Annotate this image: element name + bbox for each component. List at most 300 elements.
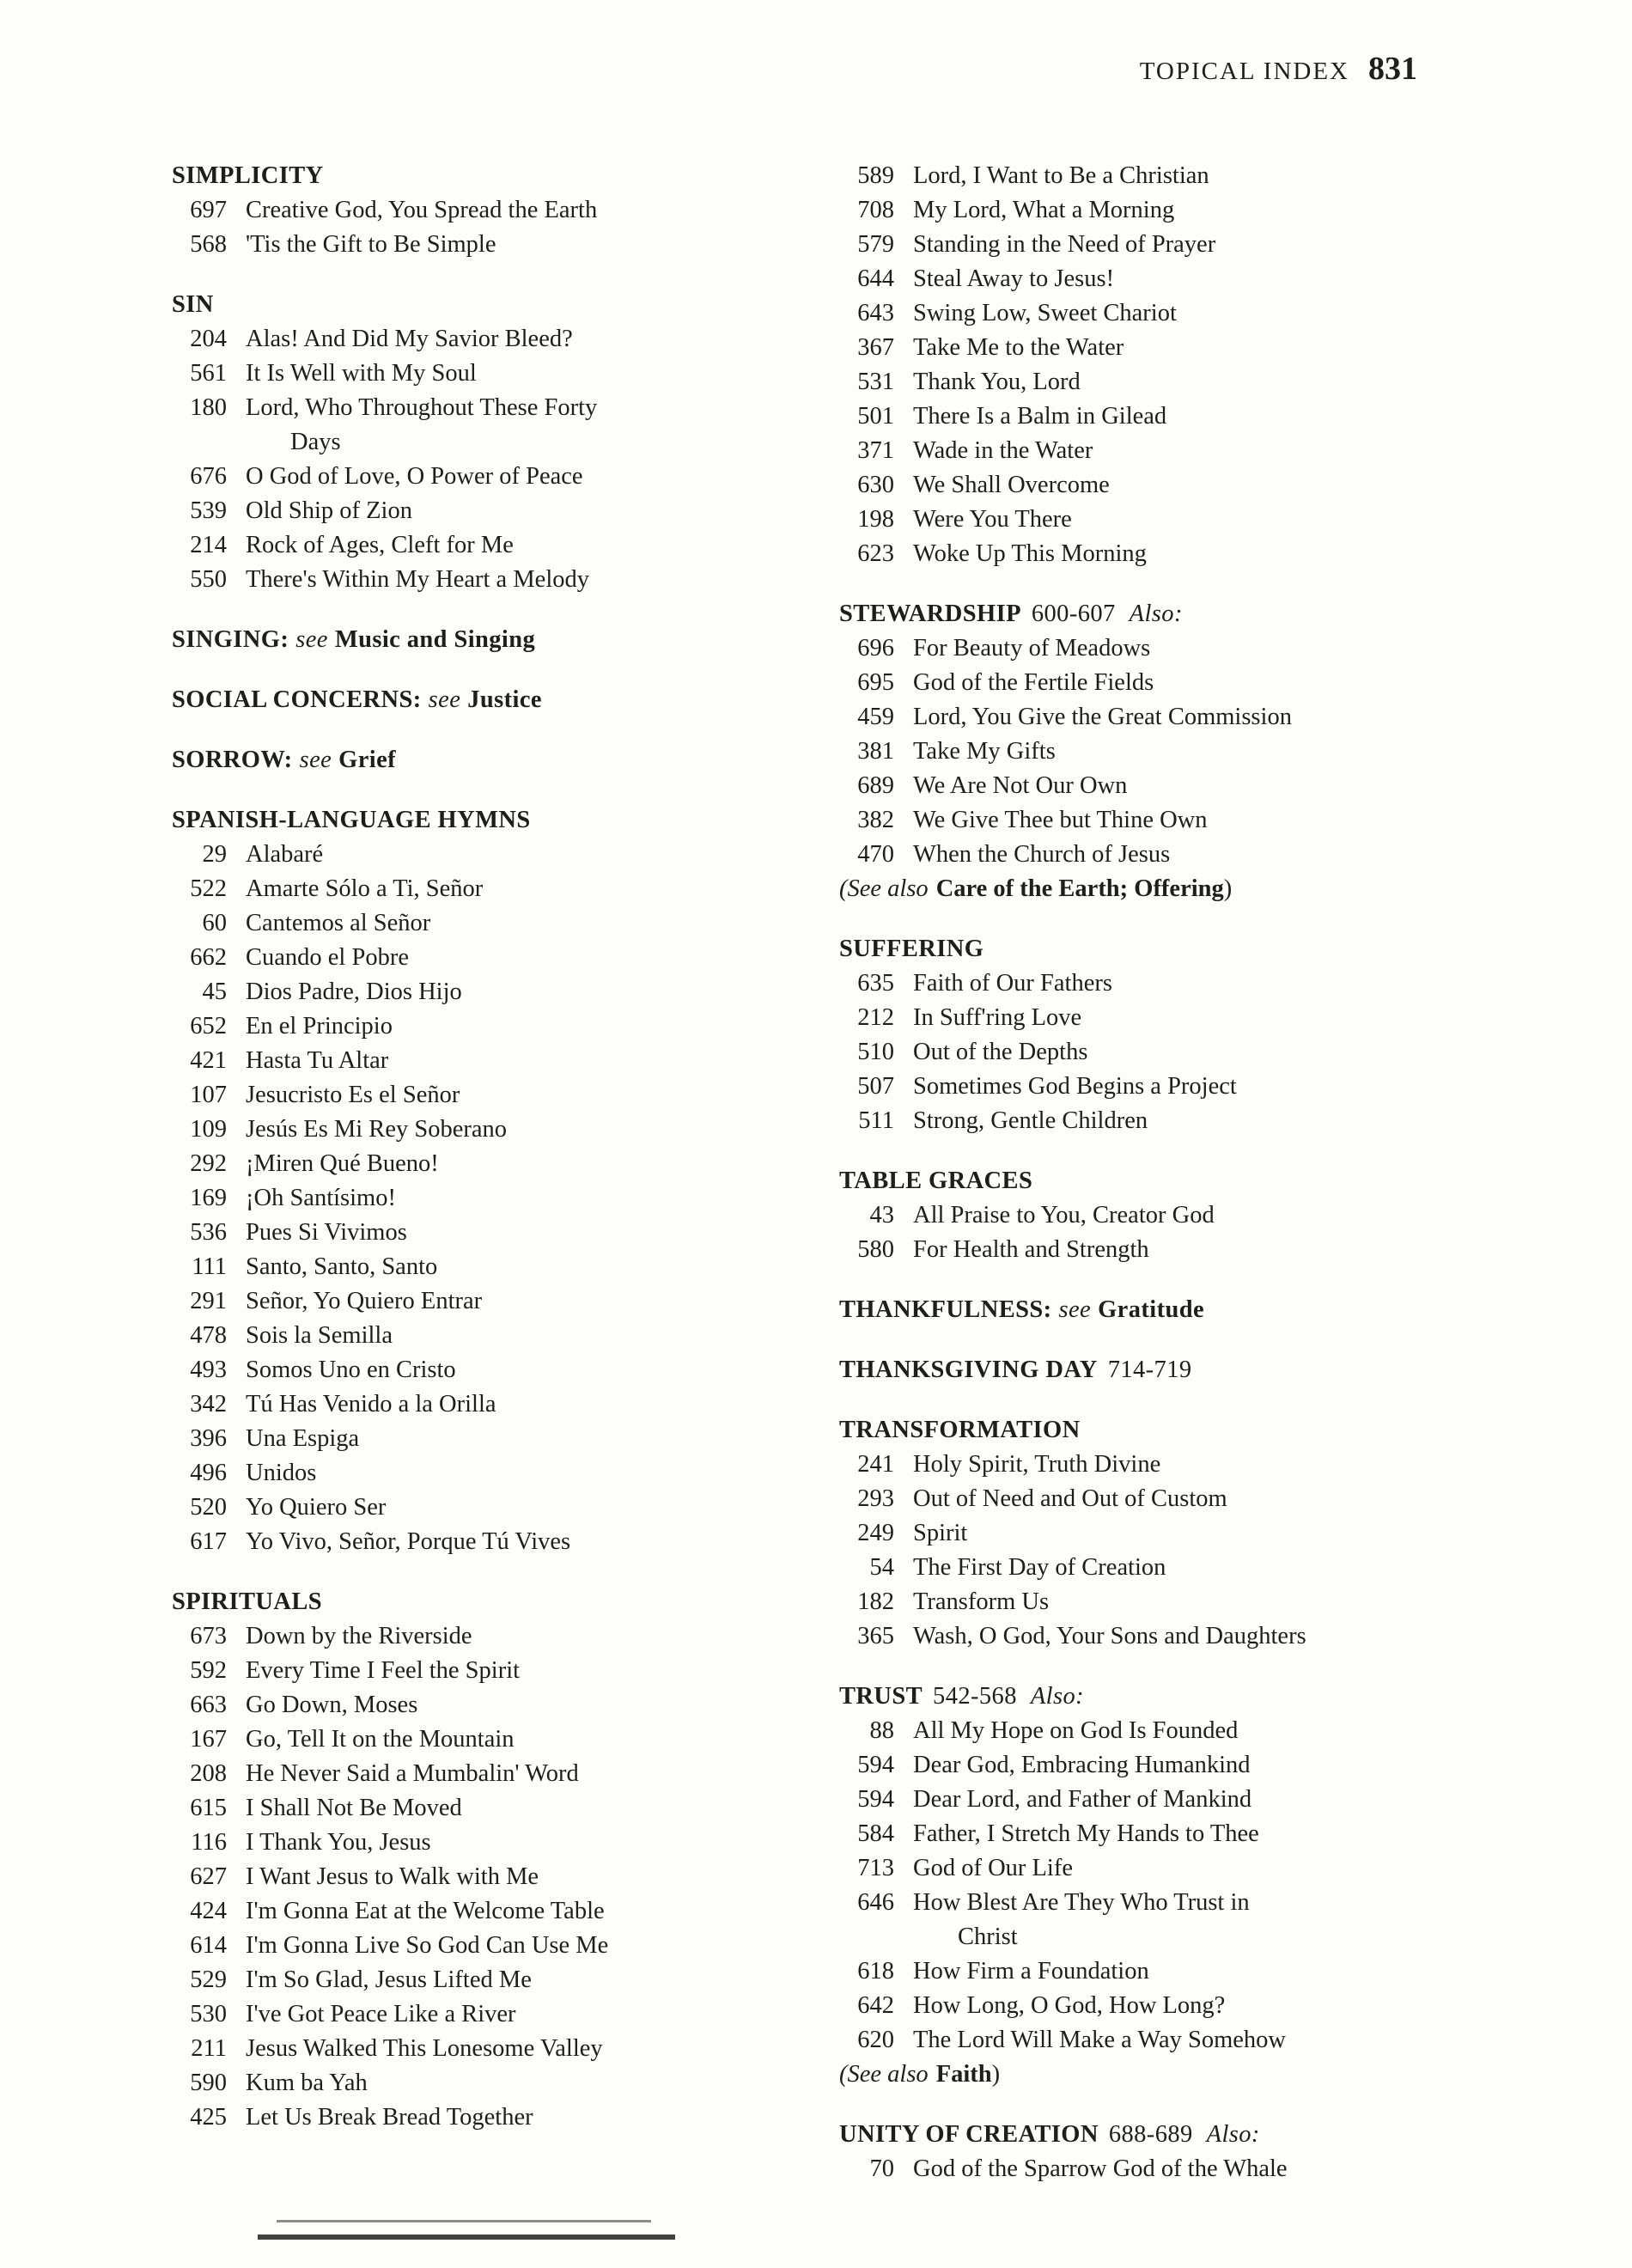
hymn-title: Take My Gifts — [913, 738, 1056, 765]
hymn-number: 620 — [857, 2027, 894, 2053]
hymn-title: There's Within My Heart a Melody — [246, 566, 589, 593]
hymn-title: There Is a Balm in Gilead — [913, 403, 1167, 430]
hymn-title: God of the Fertile Fields — [913, 669, 1154, 696]
hymn-number: 367 — [857, 334, 894, 361]
hymn-number: 708 — [857, 197, 894, 223]
hymn-title: Pues Si Vivimos — [246, 1219, 407, 1246]
hymn-title: Strong, Gentle Children — [913, 1107, 1148, 1134]
hymn-number: 241 — [857, 1451, 894, 1478]
section-heading — [172, 623, 743, 657]
index-entry — [172, 1044, 743, 1078]
hymn-number: 511 — [858, 1107, 894, 1134]
hymn-number-range: 714-719 — [1107, 1357, 1192, 1383]
bottom-divider-thick-line — [258, 2234, 675, 2240]
hymn-number: 676 — [190, 463, 227, 490]
hymn-number: 615 — [190, 1795, 227, 1821]
also-label: Also: — [1206, 2121, 1260, 2148]
hymn-title: Standing in the Need of Prayer — [913, 231, 1216, 258]
index-entry — [839, 228, 1466, 262]
hymn-number: 561 — [190, 360, 227, 387]
hymn-number: 459 — [857, 704, 894, 730]
index-entry — [172, 1250, 743, 1284]
hymn-number: 204 — [190, 326, 227, 352]
hymn-title: Out of Need and Out of Custom — [913, 1485, 1227, 1512]
section-title: SOCIAL CONCERNS: — [172, 686, 422, 713]
index-entry — [172, 1387, 743, 1422]
hymn-number: 169 — [190, 1185, 227, 1211]
index-entry — [839, 296, 1466, 331]
index-entry — [172, 1181, 743, 1216]
hymn-title: Dear Lord, and Father of Mankind — [913, 1786, 1252, 1813]
index-entry — [839, 666, 1466, 700]
index-entry — [172, 528, 743, 563]
hymn-number: 88 — [869, 1717, 894, 1744]
hymn-title: Let Us Break Bread Together — [246, 2104, 533, 2131]
section-title: TRANSFORMATION — [839, 1417, 1081, 1443]
hymn-number: 381 — [857, 738, 894, 765]
hymn-number: 212 — [857, 1004, 894, 1031]
hymn-title: Rock of Ages, Cleft for Me — [246, 532, 514, 558]
index-section — [172, 683, 743, 717]
index-entry — [839, 1954, 1466, 1989]
see-also-prefix: (See also — [839, 875, 929, 902]
hymn-title: When the Church of Jesus — [913, 841, 1171, 868]
hymn-title: Go, Tell It on the Mountain — [246, 1726, 515, 1753]
see-target: Grief — [338, 747, 397, 773]
hymn-title: Holy Spirit, Truth Divine — [913, 1451, 1161, 1478]
index-entry — [839, 193, 1466, 228]
hymn-number: 198 — [857, 506, 894, 533]
running-head: TOPICAL INDEX — [1139, 58, 1349, 85]
hymn-title: Faith of Our Fathers — [913, 970, 1112, 997]
see-label: see — [1058, 1296, 1092, 1323]
hymn-number: 470 — [857, 841, 894, 868]
hymn-title: Hasta Tu Altar — [246, 1047, 389, 1074]
hymn-title: En el Principio — [246, 1013, 393, 1040]
hymn-title: The Lord Will Make a Way Somehow — [913, 2027, 1286, 2053]
hymn-title: Sois la Semilla — [246, 1322, 393, 1349]
hymn-title: Lord, I Want to Be a Christian — [913, 162, 1209, 189]
index-section — [172, 623, 743, 657]
index-entry — [839, 537, 1466, 571]
hymn-number-range: 542-568 — [933, 1683, 1017, 1710]
index-entry — [839, 1714, 1466, 1748]
hymn-title: Wade in the Water — [913, 437, 1093, 464]
index-entry — [839, 735, 1466, 769]
index-entry — [172, 1284, 743, 1319]
index-entry — [839, 838, 1466, 872]
hymn-title: Tú Has Venido a la Orilla — [246, 1391, 496, 1418]
hymn-number: 182 — [857, 1588, 894, 1615]
index-entry — [839, 1851, 1466, 1886]
index-entry — [172, 941, 743, 975]
hymn-title: It Is Well with My Soul — [246, 360, 477, 387]
hymn-title: Father, I Stretch My Hands to Thee — [913, 1820, 1259, 1847]
hymn-number: 522 — [190, 875, 227, 902]
index-entry — [839, 365, 1466, 399]
hymn-number-range: 600-607 — [1031, 601, 1116, 627]
index-entry — [172, 838, 743, 872]
index-section — [172, 1585, 743, 2135]
hymn-number: 568 — [190, 231, 227, 258]
hymn-number: 695 — [857, 669, 894, 696]
index-entry — [839, 399, 1466, 434]
index-entry — [839, 1619, 1466, 1654]
index-entry — [172, 1353, 743, 1387]
hymn-title: 'Tis the Gift to Be Simple — [246, 231, 496, 258]
hymn-number: 550 — [190, 566, 227, 593]
hymn-number: 644 — [857, 265, 894, 292]
hymn-number: 396 — [190, 1425, 227, 1452]
hymn-title: How Long, O God, How Long? — [913, 1992, 1226, 2019]
index-entry — [839, 1516, 1466, 1551]
hymn-title: Lord, You Give the Great Commission — [913, 704, 1292, 730]
hymn-title: Sometimes God Begins a Project — [913, 1073, 1237, 1100]
index-entry — [172, 1491, 743, 1525]
index-entry — [839, 2023, 1466, 2058]
hymn-title: Spirit — [913, 1520, 968, 1546]
see-target: Justice — [467, 686, 542, 713]
hymn-number: 510 — [857, 1039, 894, 1065]
index-entry — [172, 1860, 743, 1894]
see-also-target: Faith — [935, 2061, 992, 2088]
hymn-number-range: 688-689 — [1108, 2121, 1193, 2148]
also-label: Also: — [1030, 1683, 1085, 1710]
hymn-number: 623 — [857, 540, 894, 567]
index-entry — [839, 700, 1466, 735]
index-entry — [839, 1585, 1466, 1619]
index-entry — [172, 1688, 743, 1722]
index-entry — [172, 1078, 743, 1113]
section-title: SIMPLICITY — [172, 162, 324, 189]
hymn-number: 249 — [857, 1520, 894, 1546]
section-heading — [839, 932, 1466, 966]
index-entry — [172, 2100, 743, 2135]
section-title: SORROW: — [172, 747, 293, 773]
index-entry — [839, 331, 1466, 365]
hymn-title: I'm Gonna Eat at the Welcome Table — [246, 1898, 605, 1924]
section-heading — [839, 1353, 1466, 1387]
hymn-number: 673 — [190, 1623, 227, 1649]
hymn-title: Go Down, Moses — [246, 1692, 418, 1718]
hymn-number: 424 — [190, 1898, 227, 1924]
index-entry — [172, 2032, 743, 2066]
index-entry — [839, 1070, 1466, 1104]
hymn-title: I Shall Not Be Moved — [246, 1795, 462, 1821]
section-title: THANKSGIVING DAY — [839, 1357, 1098, 1383]
section-heading — [172, 288, 743, 322]
hymn-number: 697 — [190, 197, 227, 223]
hymn-title: In Suff'ring Love — [913, 1004, 1082, 1031]
hymn-number: 530 — [190, 2001, 227, 2027]
hymn-title: We Give Thee but Thine Own — [913, 807, 1208, 833]
index-entry — [172, 1009, 743, 1044]
hymn-number: 211 — [191, 2035, 227, 2062]
index-entry — [172, 494, 743, 528]
index-section — [839, 1353, 1466, 1387]
hymn-title: I've Got Peace Like a River — [246, 2001, 516, 2027]
see-also-suffix: ) — [991, 2061, 1001, 2088]
index-entry — [172, 872, 743, 906]
index-entry — [839, 1001, 1466, 1035]
hymn-title: Kum ba Yah — [246, 2070, 368, 2096]
section-title: SINGING: — [172, 626, 289, 653]
section-title: TABLE GRACES — [839, 1168, 1033, 1194]
hymn-title: Dear God, Embracing Humankind — [913, 1752, 1251, 1778]
index-entry — [172, 193, 743, 228]
index-entry — [172, 1722, 743, 1757]
right-column — [839, 159, 1466, 2186]
hymn-number: 382 — [857, 807, 894, 833]
hymn-number: 580 — [857, 1236, 894, 1263]
page-header — [1140, 50, 1417, 88]
hymn-number: 425 — [190, 2104, 227, 2131]
hymn-title: Transform Us — [913, 1588, 1050, 1615]
index-entry — [839, 262, 1466, 296]
index-entry — [172, 357, 743, 391]
index-entry — [172, 1216, 743, 1250]
hymn-number: 662 — [190, 944, 227, 971]
hymn-number: 584 — [857, 1820, 894, 1847]
hymn-number: 689 — [857, 772, 894, 799]
index-entry — [839, 1783, 1466, 1817]
hymn-number: 646 — [857, 1889, 894, 1916]
index-entry — [172, 1757, 743, 1791]
index-entry — [839, 159, 1466, 193]
hymn-title: Jesus Walked This Lonesome Valley — [246, 2035, 603, 2062]
hymn-number: 109 — [190, 1116, 227, 1143]
hymn-title: Swing Low, Sweet Chariot — [913, 300, 1177, 326]
hymn-number: 45 — [202, 979, 227, 1005]
hymn-title: God of the Sparrow God of the Whale — [913, 2155, 1288, 2182]
index-entry — [172, 1929, 743, 1963]
index-entry — [839, 2152, 1466, 2186]
hymn-number: 180 — [190, 394, 227, 421]
see-also-note — [839, 872, 1466, 906]
section-title: UNITY OF CREATION — [839, 2121, 1099, 2148]
section-title: SPIRITUALS — [172, 1588, 323, 1615]
see-also-target: Care of the Earth; Offering — [935, 875, 1224, 902]
index-section — [839, 1164, 1466, 1267]
page-number: 831 — [1368, 51, 1417, 87]
hymn-title: O God of Love, O Power of Peace — [246, 463, 583, 490]
index-entry — [172, 1147, 743, 1181]
index-section — [172, 743, 743, 777]
hymn-number: 107 — [190, 1082, 227, 1108]
hymn-title: My Lord, What a Morning — [913, 197, 1175, 223]
hymn-number: 536 — [190, 1219, 227, 1246]
section-title: THANKFULNESS: — [839, 1296, 1052, 1323]
hymn-number: 214 — [190, 532, 227, 558]
index-entry — [839, 468, 1466, 503]
index-entry — [839, 1551, 1466, 1585]
hymn-title: The First Day of Creation — [913, 1554, 1166, 1581]
index-entry — [839, 631, 1466, 666]
see-also-note — [839, 2058, 1466, 2092]
hymn-title: Wash, O God, Your Sons and Daughters — [913, 1623, 1306, 1649]
hymn-title: Jesucristo Es el Señor — [246, 1082, 460, 1108]
hymn-number: 421 — [190, 1047, 227, 1074]
hymn-title: Creative God, You Spread the Earth — [246, 197, 598, 223]
index-entry — [839, 1989, 1466, 2023]
hymn-title: Woke Up This Morning — [913, 540, 1147, 567]
section-heading — [839, 597, 1466, 631]
index-entry — [172, 1456, 743, 1491]
hymn-number: 292 — [190, 1150, 227, 1177]
index-entry — [172, 1525, 743, 1559]
hymn-number: 167 — [190, 1726, 227, 1753]
hymn-number: 116 — [191, 1829, 227, 1856]
hymn-number: 520 — [190, 1494, 227, 1521]
hymn-number: 507 — [857, 1073, 894, 1100]
hymn-title: I'm So Glad, Jesus Lifted Me — [246, 1966, 532, 1993]
hymn-title: For Beauty of Meadows — [913, 635, 1151, 662]
hymn-number: 539 — [190, 497, 227, 524]
hymn-number: 642 — [857, 1992, 894, 2019]
hymn-number: 43 — [869, 1202, 894, 1228]
hymn-number: 630 — [857, 472, 894, 498]
hymn-title: Cantemos al Señor — [246, 910, 431, 936]
hymn-title: Thank You, Lord — [913, 369, 1081, 395]
hymn-title: Unidos — [246, 1460, 317, 1486]
index-entry — [839, 1886, 1466, 1920]
index-section — [839, 2118, 1466, 2186]
index-section — [839, 932, 1466, 1138]
hymn-title: Lord, Who Throughout These Forty — [246, 394, 598, 421]
hymn-number: 501 — [857, 403, 894, 430]
hymn-number: 291 — [190, 1288, 227, 1314]
hymn-number: 365 — [857, 1623, 894, 1649]
hymn-title: Out of the Depths — [913, 1039, 1088, 1065]
hymn-title: Were You There — [913, 506, 1072, 533]
section-title: SPANISH-LANGUAGE HYMNS — [172, 807, 531, 833]
index-entry — [172, 460, 743, 494]
section-heading — [839, 1413, 1466, 1448]
section-heading — [172, 1585, 743, 1619]
index-entry — [172, 1619, 743, 1654]
index-entry — [839, 1233, 1466, 1267]
index-entry — [839, 1748, 1466, 1783]
hymn-number: 54 — [869, 1554, 894, 1581]
index-entry — [172, 1654, 743, 1688]
hymn-title: I'm Gonna Live So God Can Use Me — [246, 1932, 609, 1959]
hymn-number: 592 — [190, 1657, 227, 1684]
see-label: see — [299, 747, 332, 773]
hymn-title: God of Our Life — [913, 1855, 1073, 1881]
index-entry — [172, 1422, 743, 1456]
index-entry — [839, 1817, 1466, 1851]
index-entry — [172, 1826, 743, 1860]
hymn-title: Take Me to the Water — [913, 334, 1124, 361]
section-title: SIN — [172, 291, 214, 318]
hymn-title: Una Espiga — [246, 1425, 360, 1452]
hymn-title: Amarte Sólo a Ti, Señor — [246, 875, 484, 902]
section-heading — [839, 1680, 1466, 1714]
hymn-number: 531 — [857, 369, 894, 395]
index-section — [839, 159, 1466, 571]
hymn-title: Yo Vivo, Señor, Porque Tú Vives — [246, 1528, 571, 1555]
index-entry — [172, 563, 743, 597]
index-entry — [839, 434, 1466, 468]
hymn-number: 635 — [857, 970, 894, 997]
index-columns — [172, 159, 1466, 2186]
section-title: SUFFERING — [839, 936, 984, 962]
section-heading — [172, 683, 743, 717]
hymn-title: He Never Said a Mumbalin' Word — [246, 1760, 579, 1787]
hymn-title: I Want Jesus to Walk with Me — [246, 1863, 539, 1890]
index-entry — [839, 503, 1466, 537]
index-entry — [172, 228, 743, 262]
hymn-number: 529 — [190, 1966, 227, 1993]
hymn-number: 579 — [857, 231, 894, 258]
hymn-number: 342 — [190, 1391, 227, 1418]
hymn-title-continued: Christ — [958, 1924, 1018, 1950]
hymn-number: 594 — [857, 1752, 894, 1778]
hymn-title: How Firm a Foundation — [913, 1958, 1149, 1984]
hymn-title: All My Hope on God Is Founded — [913, 1717, 1239, 1744]
section-heading — [172, 803, 743, 838]
hymn-title: All Praise to You, Creator God — [913, 1202, 1215, 1228]
index-entry — [839, 1104, 1466, 1138]
see-also-prefix: (See also — [839, 2061, 929, 2088]
index-entry — [839, 966, 1466, 1001]
index-entry — [172, 1963, 743, 1997]
hymn-number: 590 — [190, 2070, 227, 2096]
hymn-title: How Blest Are They Who Trust in — [913, 1889, 1250, 1916]
hymn-title: We Are Not Our Own — [913, 772, 1128, 799]
hymn-number: 208 — [190, 1760, 227, 1787]
index-entry — [172, 1319, 743, 1353]
index-entry — [172, 1113, 743, 1147]
hymn-title: Old Ship of Zion — [246, 497, 412, 524]
hymn-number: 594 — [857, 1786, 894, 1813]
hymn-number: 478 — [190, 1322, 227, 1349]
hymn-title: Alas! And Did My Savior Bleed? — [246, 326, 573, 352]
hymn-title: Señor, Yo Quiero Entrar — [246, 1288, 483, 1314]
also-label: Also: — [1129, 601, 1183, 627]
hymn-title: Down by the Riverside — [246, 1623, 472, 1649]
hymn-number: 627 — [190, 1863, 227, 1890]
index-entry — [172, 1894, 743, 1929]
hymn-number: 652 — [190, 1013, 227, 1040]
hymn-title: Cuando el Pobre — [246, 944, 409, 971]
section-heading — [172, 743, 743, 777]
index-entry — [172, 391, 743, 425]
hymn-title: I Thank You, Jesus — [246, 1829, 431, 1856]
section-title: STEWARDSHIP — [839, 601, 1021, 627]
hymn-title: Dios Padre, Dios Hijo — [246, 979, 462, 1005]
hymn-title: Every Time I Feel the Spirit — [246, 1657, 521, 1684]
hymn-title: ¡Oh Santísimo! — [246, 1185, 396, 1211]
hymn-title: Steal Away to Jesus! — [913, 265, 1115, 292]
hymn-number: 663 — [190, 1692, 227, 1718]
hymn-number: 617 — [190, 1528, 227, 1555]
hymn-number: 618 — [857, 1958, 894, 1984]
index-entry — [172, 1997, 743, 2032]
index-entry — [839, 1448, 1466, 1482]
index-entry — [839, 1198, 1466, 1233]
see-target: Gratitude — [1098, 1296, 1205, 1323]
hymn-number: 496 — [190, 1460, 227, 1486]
hymn-title: Santo, Santo, Santo — [246, 1253, 438, 1280]
hymn-title: We Shall Overcome — [913, 472, 1110, 498]
hymn-number: 371 — [857, 437, 894, 464]
hymn-title: For Health and Strength — [913, 1236, 1149, 1263]
index-entry — [839, 1482, 1466, 1516]
hymn-number: 493 — [190, 1357, 227, 1383]
hymn-number: 70 — [869, 2155, 894, 2182]
section-heading — [172, 159, 743, 193]
